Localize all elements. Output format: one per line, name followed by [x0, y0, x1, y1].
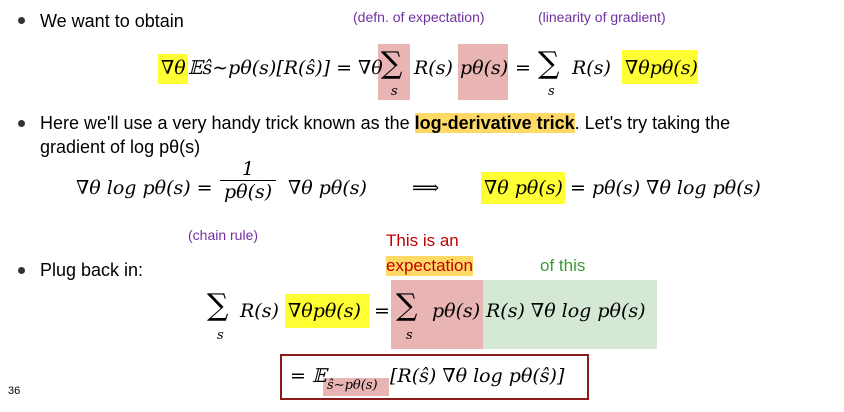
note-linearity-gradient: (linearity of gradient): [538, 9, 666, 25]
eq1-expectation: 𝔼ŝ∼pθ(s)[R(ŝ)] = ∇θ: [188, 57, 383, 79]
eq3-grad-p: ∇θpθ(s): [288, 300, 361, 322]
bullet-dot-1: [18, 17, 25, 24]
eq1-grad-theta: ∇θ: [161, 57, 186, 79]
eq1-sum-sign: ∑: [381, 46, 403, 81]
eq3-sum-sign-2: ∑: [396, 288, 418, 323]
eq1-sum-sign-2: ∑: [538, 46, 560, 81]
eq1-r-term-2: R(s): [572, 57, 611, 79]
eq1-grad-p: ∇θpθ(s): [625, 57, 698, 79]
note-chain-rule: (chain rule): [188, 227, 259, 243]
eq3-p-term: pθ(s): [432, 300, 481, 322]
implies-arrow: ⟹: [412, 177, 440, 199]
eq2-fraction: [220, 158, 276, 203]
eq1-r-term: R(s): [414, 57, 453, 79]
eq2-rhs: ∇θ pθ(s): [288, 177, 367, 199]
note-defn-expectation: (defn. of expectation): [353, 9, 485, 25]
label-this-is-an: This is an: [386, 231, 459, 250]
final-expect-E: 𝔼: [312, 365, 327, 387]
eq3-equals: =: [374, 300, 390, 322]
eq2-frac-num: 1: [220, 158, 276, 181]
eq3-sum-index: s: [217, 328, 224, 343]
label-expectation: expectation: [386, 256, 473, 275]
final-subscript: ŝ∼pθ(s): [327, 378, 378, 393]
final-rest: [R(ŝ) ∇θ log pθ(ŝ)]: [390, 365, 565, 387]
eq3-rest: R(s) ∇θ log pθ(s): [486, 300, 646, 322]
eq3-sum-index-2: s: [406, 328, 413, 343]
bullet2-line1: [40, 112, 730, 134]
bullet-dot-2: [18, 120, 25, 127]
eq1-equals: =: [515, 57, 531, 79]
eq1-sum-index-2: s: [548, 84, 555, 99]
bullet3-text: Plug back in:: [40, 260, 144, 280]
eq1-p-term: pθ(s): [460, 57, 509, 79]
eq2-frac-den: pθ(s): [224, 181, 273, 203]
bullet-dot-3: [18, 267, 25, 274]
log-derivative-trick-highlight: log-derivative trick: [414, 113, 575, 133]
eq2-result-hl: ∇θ pθ(s): [484, 177, 563, 199]
bullet1-text: We want to obtain: [40, 11, 184, 31]
label-of-this: of this: [540, 256, 586, 275]
bullet2-line2: gradient of log pθ(s): [40, 137, 201, 157]
bullet2-text-before: Here we'll use a very handy trick known as the: [40, 113, 415, 133]
eq1-sum-index: s: [391, 84, 398, 99]
eq2-lhs: ∇θ log pθ(s) =: [76, 177, 213, 199]
final-equals: =: [290, 365, 306, 387]
eq3-sum-sign: ∑: [207, 288, 229, 323]
eq3-r-term: R(s): [240, 300, 279, 322]
eq2-result-rest: = pθ(s) ∇θ log pθ(s): [570, 177, 761, 199]
bullet2-text-after: . Let's try taking the: [574, 113, 731, 133]
slide-number: 36: [8, 385, 21, 397]
